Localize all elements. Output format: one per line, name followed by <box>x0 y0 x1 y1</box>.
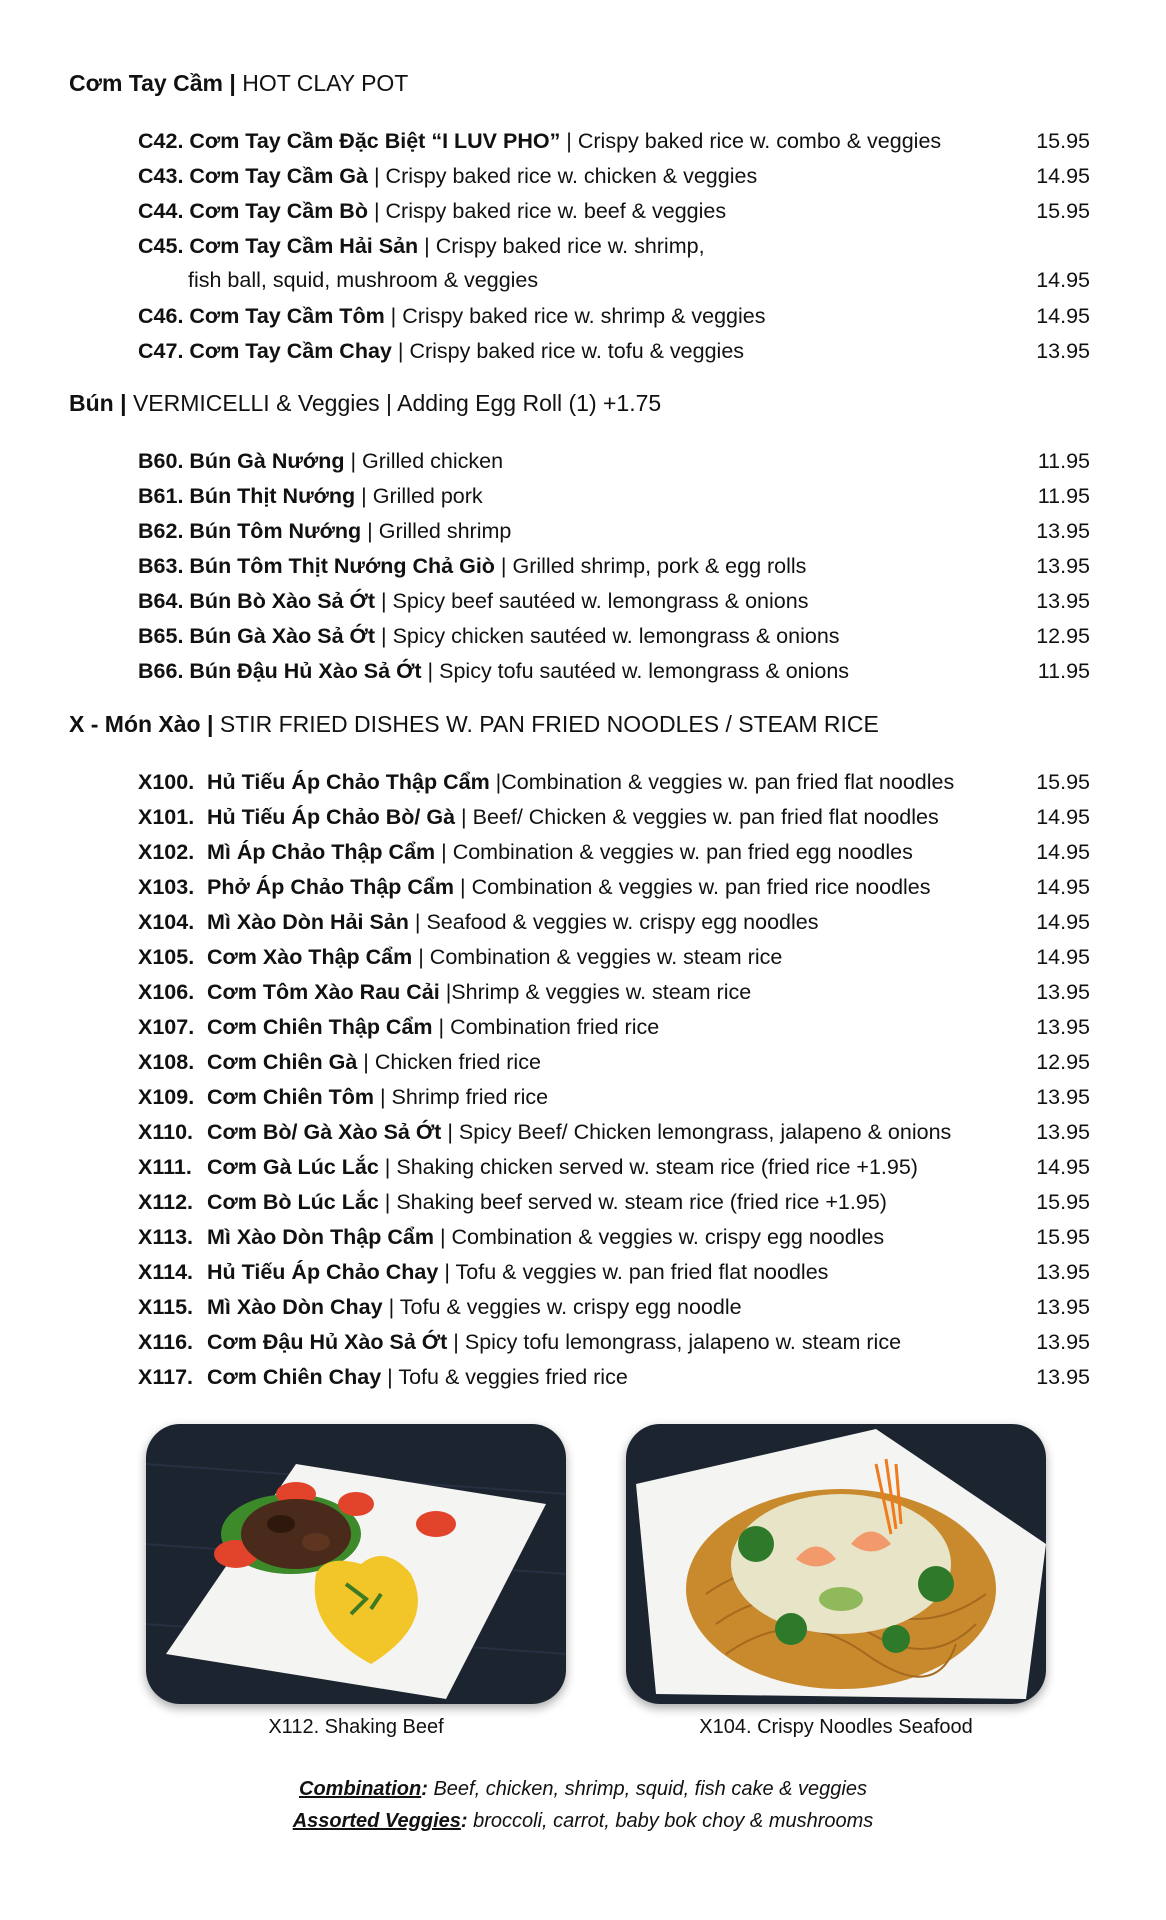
menu-item-b65: B65. Bún Gà Xào Sả Ớt | Spicy chicken sautéed w. lemongrass & onions 12.95 <box>138 619 1098 653</box>
item-code: C42. <box>138 129 184 153</box>
item-desc: Tofu & veggies fried rice <box>398 1365 628 1389</box>
menu-item-x109: X109. Cơm Chiên Tôm | Shrimp fried rice 13.95 <box>138 1080 1098 1114</box>
item-desc: Chicken fried rice <box>374 1050 541 1074</box>
item-name: Bún Gà Nướng <box>189 449 345 473</box>
item-price: 13.95 <box>1036 1015 1090 1039</box>
menu-item-x107: X107. Cơm Chiên Thập Cẩm | Combination fried rice 13.95 <box>138 1010 1098 1044</box>
item-desc: Shaking chicken served w. steam rice (fried rice +1.95) <box>396 1155 918 1179</box>
menu-item-x116: X116. Cơm Đậu Hủ Xào Sả Ớt | Spicy tofu lemongrass, jalapeno w. steam rice 13.95 <box>138 1325 1098 1359</box>
item-desc: Combination & veggies w. pan fried egg noodles <box>452 840 913 864</box>
item-price: 12.95 <box>1036 624 1090 648</box>
item-desc: Spicy tofu lemongrass, jalapeno w. steam rice <box>464 1330 902 1354</box>
menu-item-x110: X110. Cơm Bò/ Gà Xào Sả Ớt | Spicy Beef/ Chicken lemongrass, jalapeno & onions 13.95 <box>138 1115 1098 1149</box>
item-desc: Crispy baked rice w. combo & veggies <box>577 129 942 153</box>
footnote-colon: : <box>421 1778 428 1800</box>
item-code: B62. <box>138 519 184 543</box>
section-title: Cơm Tay Cầm <box>69 70 223 96</box>
section-header-vermicelli <box>69 390 661 417</box>
item-code: X100. <box>138 770 195 794</box>
item-name: Hủ Tiếu Áp Chảo Chay <box>207 1260 439 1284</box>
item-name: Bún Bò Xào Sả Ớt <box>189 589 375 613</box>
item-price: 14.95 <box>1036 304 1090 328</box>
item-code: C46. <box>138 304 184 328</box>
menu-item-c45: C45. Cơm Tay Cầm Hải Sản | Crispy baked rice w. shrimp, fish ball, squid, mushroom & veggies 14.95 <box>138 229 1098 297</box>
item-code: X110. <box>138 1120 193 1144</box>
item-desc: Seafood & veggies w. crispy egg noodles <box>426 910 819 934</box>
menu-item-c44: C44. Cơm Tay Cầm Bò | Crispy baked rice w. beef & veggies 15.95 <box>138 194 1098 228</box>
item-name: Mì Xào Dòn Hải Sản <box>207 910 409 934</box>
item-desc: Beef/ Chicken & veggies w. pan fried flat noodles <box>472 805 939 829</box>
item-name: Cơm Chiên Thập Cẩm <box>207 1015 433 1039</box>
item-desc: Crispy baked rice w. chicken & veggies <box>385 164 758 188</box>
item-desc: Combination & veggies w. pan fried flat noodles <box>501 770 955 794</box>
item-price: 13.95 <box>1036 980 1090 1004</box>
item-name: Bún Tôm Nướng <box>189 519 362 543</box>
item-price: 13.95 <box>1036 1260 1090 1284</box>
item-code: X102. <box>138 840 195 864</box>
item-code: X105. <box>138 945 195 969</box>
footnote-label: Combination <box>299 1778 422 1800</box>
section-header-hot-clay-pot <box>69 70 408 97</box>
menu-item-c46: C46. Cơm Tay Cầm Tôm | Crispy baked rice w. shrimp & veggies 14.95 <box>138 299 1098 333</box>
menu-item-b66: B66. Bún Đậu Hủ Xào Sả Ớt | Spicy tofu sautéed w. lemongrass & onions 11.95 <box>138 654 1098 688</box>
item-name: Mì Áp Chảo Thập Cẩm <box>207 840 436 864</box>
section-separator: | <box>207 711 214 737</box>
item-code: X101. <box>138 805 195 829</box>
item-desc: Combination & veggies w. steam rice <box>429 945 783 969</box>
item-price: 15.95 <box>1036 1225 1090 1249</box>
section-subtitle: VERMICELLI & Veggies | Adding Egg Roll (1) +1.75 <box>132 390 662 416</box>
menu-item-x117: X117. Cơm Chiên Chay | Tofu & veggies fried rice 13.95 <box>138 1360 1098 1394</box>
item-price: 14.95 <box>1036 945 1090 969</box>
item-desc: Spicy beef sautéed w. lemongrass & onions <box>392 589 809 613</box>
menu-item-x111: X111. Cơm Gà Lúc Lắc | Shaking chicken served w. steam rice (fried rice +1.95) 14.95 <box>138 1150 1098 1184</box>
item-price: 15.95 <box>1036 1190 1090 1214</box>
item-desc: Shrimp fried rice <box>391 1085 549 1109</box>
item-name: Bún Đậu Hủ Xào Sả Ớt <box>189 659 422 683</box>
item-name: Phở Áp Chảo Thập Cẩm <box>207 875 455 899</box>
item-name: Cơm Tay Cầm Đặc Biệt “I LUV PHO” <box>189 129 561 153</box>
item-name: Bún Gà Xào Sả Ớt <box>189 624 376 648</box>
footnote-colon: : <box>460 1810 468 1832</box>
item-code: B66. <box>138 659 184 683</box>
item-code: X113. <box>138 1225 193 1249</box>
item-desc: Grilled shrimp <box>378 519 512 543</box>
item-separator: | <box>489 770 502 794</box>
menu-item-x108: X108. Cơm Chiên Gà | Chicken fried rice 12.95 <box>138 1045 1098 1079</box>
item-code: X111. <box>138 1155 192 1179</box>
item-desc: Tofu & veggies w. pan fried flat noodles <box>455 1260 829 1284</box>
item-price: 15.95 <box>1036 770 1090 794</box>
section-title: X - Món Xào <box>69 711 201 737</box>
item-price: 13.95 <box>1036 1365 1090 1389</box>
menu-item-x101: X101. Hủ Tiếu Áp Chảo Bò/ Gà | Beef/ Chicken & veggies w. pan fried flat noodles 14.95 <box>138 800 1098 834</box>
footnote-label: Assorted Veggies <box>292 1810 461 1832</box>
item-code: B63. <box>138 554 184 578</box>
item-name: Cơm Chiên Tôm <box>207 1085 374 1109</box>
item-price: 13.95 <box>1036 1120 1090 1144</box>
menu-item-x104: X104. Mì Xào Dòn Hải Sản | Seafood & veggies w. crispy egg noodles 14.95 <box>138 905 1098 939</box>
item-code: X107. <box>138 1015 195 1039</box>
menu-item-c42: C42. Cơm Tay Cầm Đặc Biệt “I LUV PHO” | Crispy baked rice w. combo & veggies 15.95 <box>138 124 1098 158</box>
item-price: 13.95 <box>1036 519 1090 543</box>
item-code: X117. <box>138 1365 193 1389</box>
photo-caption-shaking-beef: X112. Shaking Beef <box>268 1716 444 1738</box>
item-name: Cơm Chiên Chay <box>207 1365 382 1389</box>
menu-item-x100 <box>138 765 1098 799</box>
shaking-beef-illustration <box>146 1424 566 1704</box>
item-desc: Shaking beef served w. steam rice (fried rice +1.95) <box>396 1190 887 1214</box>
item-code: B64. <box>138 589 184 613</box>
item-name: Cơm Tay Cầm Bò <box>189 199 368 223</box>
menu-item-c43: C43. Cơm Tay Cầm Gà | Crispy baked rice w. chicken & veggies 14.95 <box>138 159 1098 193</box>
item-separator: | <box>439 980 452 1004</box>
item-code: X103. <box>138 875 195 899</box>
item-name: Cơm Xào Thập Cẩm <box>207 945 413 969</box>
crispy-noodles-illustration <box>626 1424 1046 1704</box>
menu-item-b64: B64. Bún Bò Xào Sả Ớt | Spicy beef sautéed w. lemongrass & onions 13.95 <box>138 584 1098 618</box>
menu-item-b62: B62. Bún Tôm Nướng | Grilled shrimp 13.95 <box>138 514 1098 548</box>
item-code: B61. <box>138 484 184 508</box>
item-name: Cơm Bò/ Gà Xào Sả Ớt <box>207 1120 442 1144</box>
menu-item-b63: B63. Bún Tôm Thịt Nướng Chả Giò | Grilled shrimp, pork & egg rolls 13.95 <box>138 549 1098 583</box>
item-name: Cơm Gà Lúc Lắc <box>207 1155 379 1179</box>
menu-item-x103: X103. Phở Áp Chảo Thập Cẩm | Combination & veggies w. pan fried rice noodles 14.95 <box>138 870 1098 904</box>
section-separator: | <box>229 70 236 96</box>
item-price: 14.95 <box>1036 164 1090 188</box>
item-name: Cơm Bò Lúc Lắc <box>207 1190 379 1214</box>
item-name: Mì Xào Dòn Thập Cẩm <box>207 1225 434 1249</box>
item-price: 13.95 <box>1036 339 1090 363</box>
item-name: Hủ Tiếu Áp Chảo Thập Cẩm <box>207 770 490 794</box>
item-code: X112. <box>138 1190 193 1214</box>
item-code: X114. <box>138 1260 193 1284</box>
item-code: X116. <box>138 1330 193 1354</box>
item-price: 14.95 <box>1036 268 1090 292</box>
item-price: 14.95 <box>1036 1155 1090 1179</box>
item-desc: Shrimp & veggies w. steam rice <box>451 980 752 1004</box>
footnote-text: broccoli, carrot, baby bok choy & mushrooms <box>467 1810 874 1832</box>
item-price: 12.95 <box>1036 1050 1090 1074</box>
item-name: Cơm Tôm Xào Rau Cải <box>207 980 440 1004</box>
item-desc: Spicy tofu sautéed w. lemongrass & onions <box>439 659 850 683</box>
photo-crispy-noodles-seafood <box>626 1424 1046 1704</box>
item-name: Bún Thịt Nướng <box>189 484 356 508</box>
item-code: C43. <box>138 164 184 188</box>
item-code: B60. <box>138 449 184 473</box>
item-price: 13.95 <box>1036 1085 1090 1109</box>
footnote-assorted-veggies <box>0 1810 1166 1833</box>
item-price: 15.95 <box>1036 199 1090 223</box>
menu-item-x113: X113. Mì Xào Dòn Thập Cẩm | Combination & veggies w. crispy egg noodles 15.95 <box>138 1220 1098 1254</box>
item-desc: Crispy baked rice w. shrimp, <box>435 234 705 258</box>
item-price: 13.95 <box>1036 1295 1090 1319</box>
item-name: Cơm Tay Cầm Tôm <box>189 304 385 328</box>
item-name: Hủ Tiếu Áp Chảo Bò/ Gà <box>207 805 456 829</box>
item-price: 13.95 <box>1036 589 1090 613</box>
item-desc: Crispy baked rice w. shrimp & veggies <box>402 304 766 328</box>
item-name: Cơm Đậu Hủ Xào Sả Ớt <box>207 1330 448 1354</box>
section-title: Bún <box>69 390 114 416</box>
item-desc: Crispy baked rice w. beef & veggies <box>385 199 727 223</box>
item-code: X108. <box>138 1050 195 1074</box>
menu-item-c47: C47. Cơm Tay Cầm Chay | Crispy baked rice w. tofu & veggies 13.95 <box>138 334 1098 368</box>
item-desc: Spicy Beef/ Chicken lemongrass, jalapeno & onions <box>458 1120 952 1144</box>
item-name: Cơm Tay Cầm Hải Sản <box>189 234 419 258</box>
menu-item-x112: X112. Cơm Bò Lúc Lắc | Shaking beef served w. steam rice (fried rice +1.95) 15.95 <box>138 1185 1098 1219</box>
menu-item-x115: X115. Mì Xào Dòn Chay | Tofu & veggies w. crispy egg noodle 13.95 <box>138 1290 1098 1324</box>
item-desc: Combination & veggies w. crispy egg noodles <box>451 1225 885 1249</box>
item-name: Cơm Tay Cầm Gà <box>189 164 368 188</box>
item-price: 11.95 <box>1037 449 1090 473</box>
item-name: Cơm Tay Cầm Chay <box>189 339 392 363</box>
item-code: B65. <box>138 624 184 648</box>
menu-item-x114: X114. Hủ Tiếu Áp Chảo Chay | Tofu & veggies w. pan fried flat noodles 13.95 <box>138 1255 1098 1289</box>
section-subtitle: STIR FRIED DISHES W. PAN FRIED NOODLES / STEAM RICE <box>219 711 879 737</box>
menu-item-b61: B61. Bún Thịt Nướng | Grilled pork 11.95 <box>138 479 1098 513</box>
menu-item-b60: B60. Bún Gà Nướng | Grilled chicken 11.95 <box>138 444 1098 478</box>
item-desc: Grilled chicken <box>362 449 504 473</box>
item-code: X115. <box>138 1295 193 1319</box>
menu-item-x106 <box>138 975 1098 1009</box>
item-code: X104. <box>138 910 195 934</box>
item-price: 15.95 <box>1036 129 1090 153</box>
item-price: 14.95 <box>1036 910 1090 934</box>
item-desc: Combination & veggies w. pan fried rice noodles <box>471 875 931 899</box>
item-price: 14.95 <box>1036 805 1090 829</box>
section-header-stir-fried <box>69 711 879 738</box>
item-price: 13.95 <box>1036 1330 1090 1354</box>
item-price: 11.95 <box>1037 659 1090 683</box>
item-name: Cơm Chiên Gà <box>207 1050 358 1074</box>
item-code: X106. <box>138 980 195 1004</box>
item-desc: Combination fried rice <box>450 1015 660 1039</box>
item-desc: Tofu & veggies w. crispy egg noodle <box>399 1295 742 1319</box>
footnote-text: Beef, chicken, shrimp, squid, fish cake & veggies <box>427 1778 867 1800</box>
item-desc: Spicy chicken sautéed w. lemongrass & onions <box>392 624 840 648</box>
photo-caption-crispy-noodles: X104. Crispy Noodles Seafood <box>699 1716 973 1738</box>
menu-item-x105: X105. Cơm Xào Thập Cẩm | Combination & veggies w. steam rice 14.95 <box>138 940 1098 974</box>
item-code: C47. <box>138 339 184 363</box>
item-desc-continued: fish ball, squid, mushroom & veggies <box>188 268 539 292</box>
item-code: C44. <box>138 199 184 223</box>
item-name: Mì Xào Dòn Chay <box>207 1295 383 1319</box>
item-code: X109. <box>138 1085 195 1109</box>
item-price: 13.95 <box>1036 554 1090 578</box>
section-subtitle: HOT CLAY POT <box>242 70 409 96</box>
item-name: Bún Tôm Thịt Nướng Chả Giò <box>189 554 495 578</box>
photo-shaking-beef <box>146 1424 566 1704</box>
item-desc: Grilled pork <box>372 484 483 508</box>
menu-item-x102: X102. Mì Áp Chảo Thập Cẩm | Combination & veggies w. pan fried egg noodles 14.95 <box>138 835 1098 869</box>
item-desc: Grilled shrimp, pork & egg rolls <box>512 554 807 578</box>
item-price: 11.95 <box>1037 484 1090 508</box>
item-code: C45. <box>138 234 184 258</box>
item-desc: Crispy baked rice w. tofu & veggies <box>409 339 745 363</box>
item-price: 14.95 <box>1036 875 1090 899</box>
item-price: 14.95 <box>1036 840 1090 864</box>
footnote-combination <box>0 1778 1166 1801</box>
section-separator: | <box>120 390 127 416</box>
